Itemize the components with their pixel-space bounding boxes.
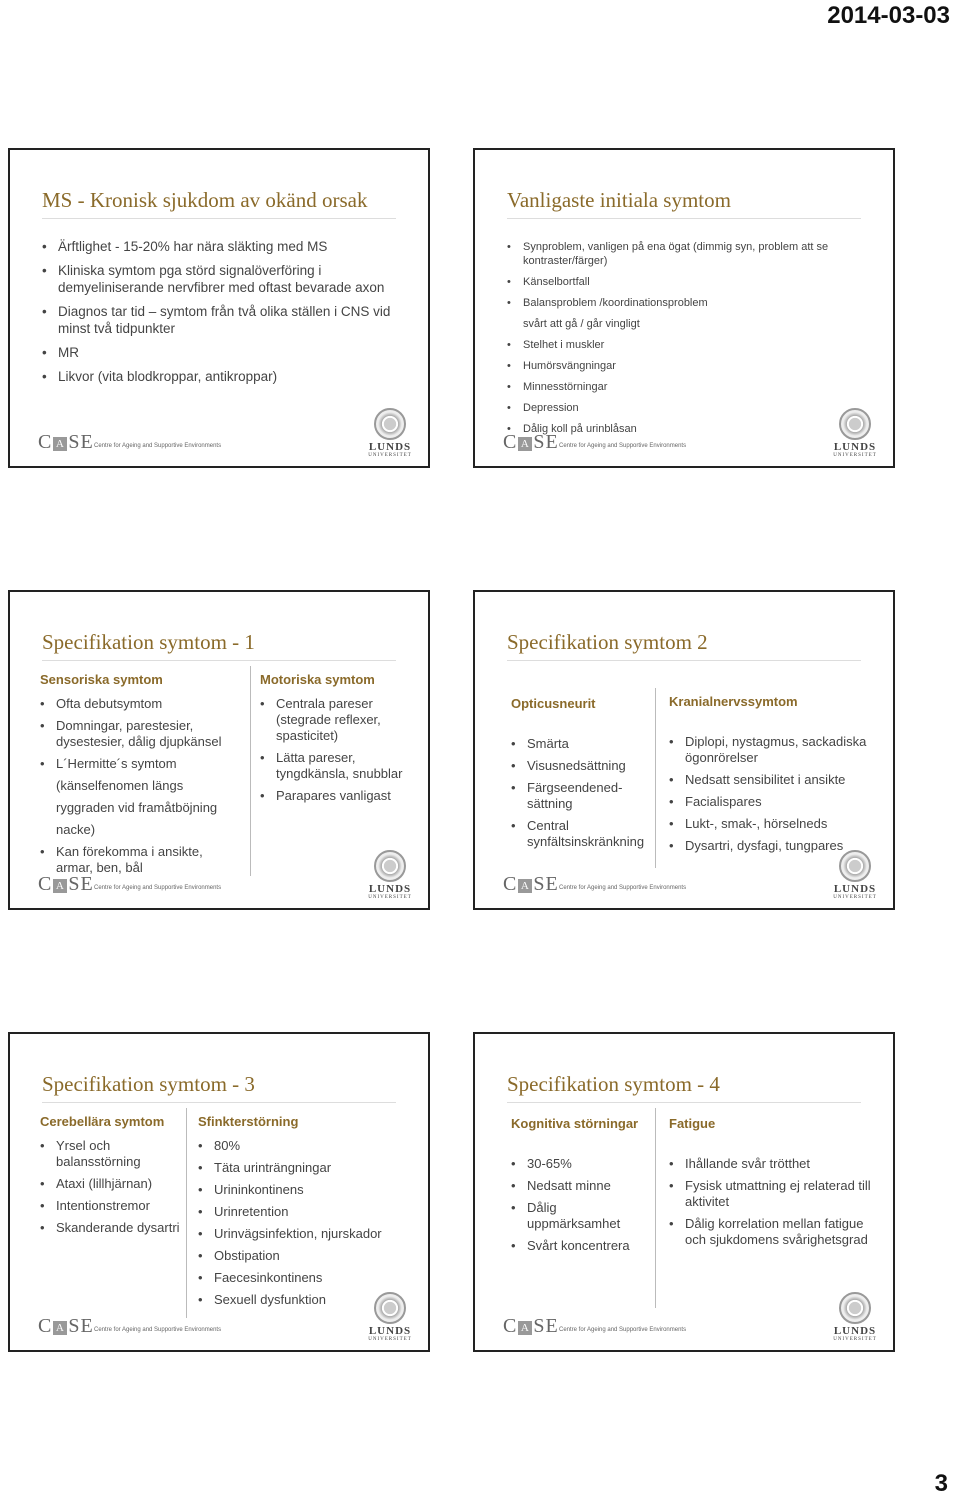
list-item: • Facialispares — [669, 794, 881, 810]
university-seal-icon — [839, 850, 871, 882]
list-item: • Visusnedsättning — [511, 758, 651, 774]
lunds-wordmark: LUNDS — [833, 441, 877, 453]
lunds-wordmark: LUNDS — [833, 1325, 877, 1337]
list-item: • Minnesstörningar — [507, 380, 867, 394]
bullet-list — [669, 1156, 881, 1248]
list-item: • Depression — [507, 401, 867, 415]
lunds-wordmark: LUNDS — [368, 1325, 412, 1337]
slide-4 — [473, 590, 895, 910]
list-item: • MR — [42, 344, 392, 361]
slide-title: Specifikation symtom 2 — [507, 630, 708, 654]
column-heading: Fatigue — [669, 1116, 716, 1131]
case-logo-c: C — [38, 1315, 53, 1337]
list-item: • Urininkontinens — [198, 1182, 398, 1198]
list-item: • Diplopi, nystagmus, sackadiska ögonrörelser — [669, 734, 881, 766]
left-column — [511, 1116, 651, 1260]
list-item: • Sexuell dysfunktion — [198, 1292, 398, 1308]
list-item: • Domningar, parestesier, dysestesier, dålig djupkänsel — [40, 718, 240, 750]
slide-title: Specifikation symtom - 3 — [42, 1072, 255, 1096]
list-item: nacke) — [56, 822, 96, 837]
left-column — [40, 1114, 180, 1242]
list-item: • Parapares vanligast — [260, 788, 410, 804]
slide-footer — [38, 1294, 412, 1342]
lunds-logo — [833, 850, 877, 900]
case-logo — [503, 873, 559, 896]
column-heading: Kognitiva störningar — [511, 1116, 639, 1131]
list-item: • 80% — [198, 1138, 398, 1154]
list-item: • Yrsel och balansstörning — [40, 1138, 180, 1170]
list-item: • Likvor (vita blodkroppar, antikroppar) — [42, 368, 392, 385]
list-item: • Lukt-, smak-, hörselneds — [669, 816, 881, 832]
lunds-logo — [368, 1292, 412, 1342]
left-column — [40, 672, 240, 882]
bullet-list — [511, 1156, 651, 1254]
page-number: 3 — [934, 1470, 948, 1497]
slide-title: Vanligaste initiala symtom — [507, 188, 731, 212]
lunds-wordmark: LUNDS — [833, 883, 877, 895]
slide-title: Specifikation symtom - 1 — [42, 630, 255, 654]
right-column — [669, 1116, 881, 1254]
case-logo-se: SE — [68, 873, 94, 895]
list-item: • Humörsvängningar — [507, 359, 867, 373]
slide-footer — [503, 410, 877, 458]
university-seal-icon — [839, 1292, 871, 1324]
page-date: 2014-03-03 — [827, 2, 950, 29]
list-item: • Urinvägsinfektion, njurskador — [198, 1226, 398, 1242]
list-item: • Ihållande svår trötthet — [669, 1156, 881, 1172]
case-logo-a: A — [518, 1321, 532, 1335]
centre-text: Centre for Ageing and Supportive Environments — [559, 885, 687, 891]
case-logo — [38, 431, 94, 454]
case-logo-se: SE — [533, 873, 559, 895]
bullet-list — [669, 734, 881, 854]
list-item: • Dålig uppmärksamhet — [511, 1200, 651, 1232]
list-item: • Dysartri, dysfagi, tungpares — [669, 838, 881, 854]
slide-title: MS - Kronisk sjukdom av okänd orsak — [42, 188, 368, 212]
lunds-logo — [833, 1292, 877, 1342]
lunds-wordmark: LUNDS — [368, 883, 412, 895]
bullet-list — [42, 238, 392, 392]
bullet-list — [511, 736, 651, 850]
lunds-logo — [368, 408, 412, 458]
case-logo-a: A — [53, 1321, 67, 1335]
centre-text: Centre for Ageing and Supportive Environments — [94, 443, 222, 449]
list-item: • Urinretention — [198, 1204, 398, 1220]
list-item: • Ataxi (lillhjärnan) — [40, 1176, 180, 1192]
list-item: • Skanderande dysartri — [40, 1220, 180, 1236]
list-item: • Central synfältsinskränkning — [511, 818, 651, 850]
slide-footer — [503, 852, 877, 900]
column-heading: Motoriska symtom — [260, 672, 375, 687]
list-item: • Smärta — [511, 736, 651, 752]
list-item: • Kan förekomma i ansikte, armar, ben, bål — [40, 844, 240, 876]
university-seal-icon — [374, 850, 406, 882]
left-column — [511, 696, 651, 856]
universitet-wordmark: UNIVERSITET — [833, 453, 877, 458]
case-logo-a: A — [53, 437, 67, 451]
centre-text: Centre for Ageing and Supportive Environments — [559, 1327, 687, 1333]
list-item: • Känselbortfall — [507, 275, 867, 289]
slide-2 — [473, 148, 895, 468]
slide-3 — [8, 590, 430, 910]
list-item: • 30-65% — [511, 1156, 651, 1172]
list-item: • Synproblem, vanligen på ena ögat (dimmig syn, problem att se kontraster/färger) — [507, 240, 867, 268]
case-logo-a: A — [518, 879, 532, 893]
case-logo-c: C — [38, 431, 53, 453]
centre-text: Centre for Ageing and Supportive Environments — [559, 443, 687, 449]
column-heading: Kranialnervssymtom — [669, 694, 798, 709]
title-divider — [507, 1102, 861, 1103]
title-divider — [42, 218, 396, 219]
column-heading: Opticusneurit — [511, 696, 596, 711]
list-item: • Svårt koncentrera — [511, 1238, 651, 1254]
bullet-list — [260, 696, 410, 804]
slide-title: Specifikation symtom - 4 — [507, 1072, 720, 1096]
slide-footer — [38, 852, 412, 900]
list-item: • Ärftlighet - 15-20% har nära släkting med MS — [42, 238, 392, 255]
list-item: • Kliniska symtom pga störd signalöverföring i demyeliniserande nervfibrer med oftast bevarade axon — [42, 262, 392, 296]
list-item: • Dålig korrelation mellan fatigue och sjukdomens svårighetsgrad — [669, 1216, 881, 1248]
list-item: • Intentionstremor — [40, 1198, 180, 1214]
bullet-list — [40, 1138, 180, 1236]
list-item: • Nedsatt minne — [511, 1178, 651, 1194]
universitet-wordmark: UNIVERSITET — [833, 1337, 877, 1342]
university-seal-icon — [839, 408, 871, 440]
column-heading: Sensoriska symtom — [40, 672, 163, 687]
list-item: • Faecesinkontinens — [198, 1270, 398, 1286]
column-heading: Cerebellära symtom — [40, 1114, 165, 1129]
centre-text: Centre for Ageing and Supportive Environments — [94, 1327, 222, 1333]
bullet-list — [40, 696, 240, 876]
right-column — [260, 672, 410, 810]
case-logo-a: A — [518, 437, 532, 451]
case-logo-c: C — [503, 1315, 518, 1337]
slide-6 — [473, 1032, 895, 1352]
title-divider — [42, 1102, 396, 1103]
case-logo-se: SE — [533, 431, 559, 453]
title-divider — [507, 218, 861, 219]
right-column — [669, 694, 881, 860]
column-divider — [250, 666, 251, 876]
lunds-logo — [833, 408, 877, 458]
list-item: • Obstipation — [198, 1248, 398, 1264]
list-item: • Täta urinträngningar — [198, 1160, 398, 1176]
case-logo-se: SE — [533, 1315, 559, 1337]
list-item: • L´Hermitte´s symtom — [40, 756, 240, 772]
list-item: • Diagnos tar tid – symtom från två olika ställen i CNS vid minst två tidpunkter — [42, 303, 392, 337]
case-logo-c: C — [503, 873, 518, 895]
right-column — [198, 1114, 398, 1314]
slide-footer — [503, 1294, 877, 1342]
case-logo — [503, 1315, 559, 1338]
centre-text: Centre for Ageing and Supportive Environments — [94, 885, 222, 891]
list-item: • Lätta pareser, tyngdkänsla, snubblar — [260, 750, 410, 782]
university-seal-icon — [374, 408, 406, 440]
universitet-wordmark: UNIVERSITET — [368, 453, 412, 458]
slide-footer — [38, 410, 412, 458]
list-item: • Färgseendened-sättning — [511, 780, 651, 812]
column-divider — [655, 1108, 656, 1308]
case-logo-se: SE — [68, 1315, 94, 1337]
column-divider — [655, 688, 656, 868]
title-divider — [42, 660, 396, 661]
title-divider — [507, 660, 861, 661]
list-item: • Centrala pareser (stegrade reflexer, spasticitet) — [260, 696, 410, 744]
slide-1 — [8, 148, 430, 468]
case-logo — [38, 1315, 94, 1338]
list-item: • Fysisk utmattning ej relaterad till aktivitet — [669, 1178, 881, 1210]
list-item: • Ofta debutsymtom — [40, 696, 240, 712]
column-heading: Sfinkterstörning — [198, 1114, 299, 1129]
list-item: • Balansproblem /koordinationsproblem — [507, 296, 867, 310]
bullet-list — [198, 1138, 398, 1308]
case-logo-se: SE — [68, 431, 94, 453]
case-logo-a: A — [53, 879, 67, 893]
universitet-wordmark: UNIVERSITET — [368, 895, 412, 900]
universitet-wordmark: UNIVERSITET — [833, 895, 877, 900]
universitet-wordmark: UNIVERSITET — [368, 1337, 412, 1342]
case-logo — [38, 873, 94, 896]
list-item: • Nedsatt sensibilitet i ansikte — [669, 772, 881, 788]
slide-5 — [8, 1032, 430, 1352]
university-seal-icon — [374, 1292, 406, 1324]
case-logo-c: C — [38, 873, 53, 895]
list-item: (känselfenomen längs — [56, 778, 184, 793]
case-logo-c: C — [503, 431, 518, 453]
list-item: • Dålig koll på urinblåsan — [507, 422, 867, 436]
case-logo — [503, 431, 559, 454]
list-item: ryggraden vid framåtböjning — [56, 800, 218, 815]
lunds-wordmark: LUNDS — [368, 441, 412, 453]
list-item: • Stelhet i muskler — [507, 338, 867, 352]
lunds-logo — [368, 850, 412, 900]
column-divider — [186, 1108, 187, 1318]
list-item: svårt att gå / går vingligt — [523, 318, 640, 330]
